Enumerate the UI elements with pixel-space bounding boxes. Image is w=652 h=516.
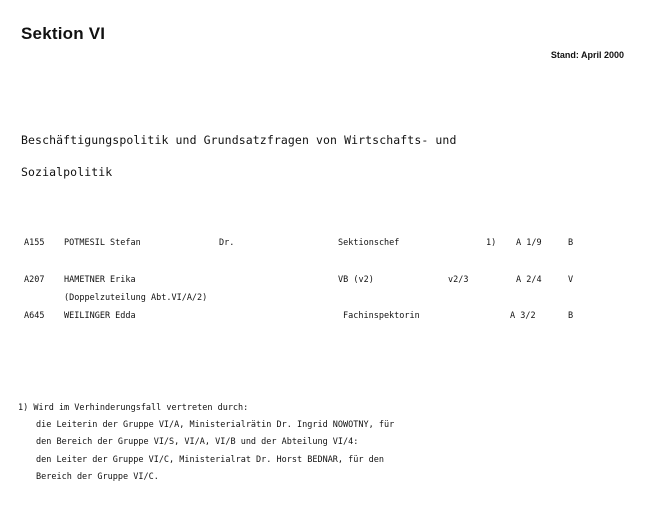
staff-name: HAMETNER Erika: [64, 275, 136, 285]
staff-grade: A 2/4: [516, 275, 542, 285]
section-heading-line-2: Sozialpolitik: [21, 165, 113, 179]
staff-note: 1): [486, 238, 497, 248]
staff-academic-title: Dr.: [219, 238, 235, 248]
footnote-line: 1) Wird im Verhinderungsfall vertreten durch:: [18, 403, 249, 413]
staff-status: V: [568, 275, 574, 285]
footnote-line: den Leiter der Gruppe VI/C, Ministerialrat Dr. Horst BEDNAR, für den: [36, 455, 384, 465]
staff-position: Sektionschef: [338, 238, 400, 248]
staff-position: VB (v2): [338, 275, 374, 285]
staff-extra: (Doppelzuteilung Abt.VI/A/2): [64, 293, 208, 303]
staff-grade: A 3/2: [510, 311, 536, 321]
staff-name: POTMESIL Stefan: [64, 238, 141, 248]
section-heading-line-1: Beschäftigungspolitik und Grundsatzfragen von Wirtschafts- und: [21, 133, 457, 147]
footnote-line: Bereich der Gruppe VI/C.: [36, 472, 159, 482]
footnote-line: die Leiterin der Gruppe VI/A, Ministerialrätin Dr. Ingrid NOWOTNY, für: [36, 420, 395, 430]
staff-code: A207: [24, 275, 45, 285]
date-stamp: Stand: April 2000: [550, 50, 624, 60]
section-title: Sektion VI: [21, 24, 106, 43]
footnote-line: den Bereich der Gruppe VI/S, VI/A, VI/B und der Abteilung VI/4:: [36, 437, 359, 447]
staff-name: WEILINGER Edda: [64, 311, 136, 321]
staff-code: A155: [24, 238, 45, 248]
staff-grade: A 1/9: [516, 238, 542, 248]
staff-note: v2/3: [448, 275, 469, 285]
staff-code: A645: [24, 311, 45, 321]
staff-position: Fachinspektorin: [343, 311, 420, 321]
staff-status: B: [568, 238, 574, 248]
staff-status: B: [568, 311, 574, 321]
